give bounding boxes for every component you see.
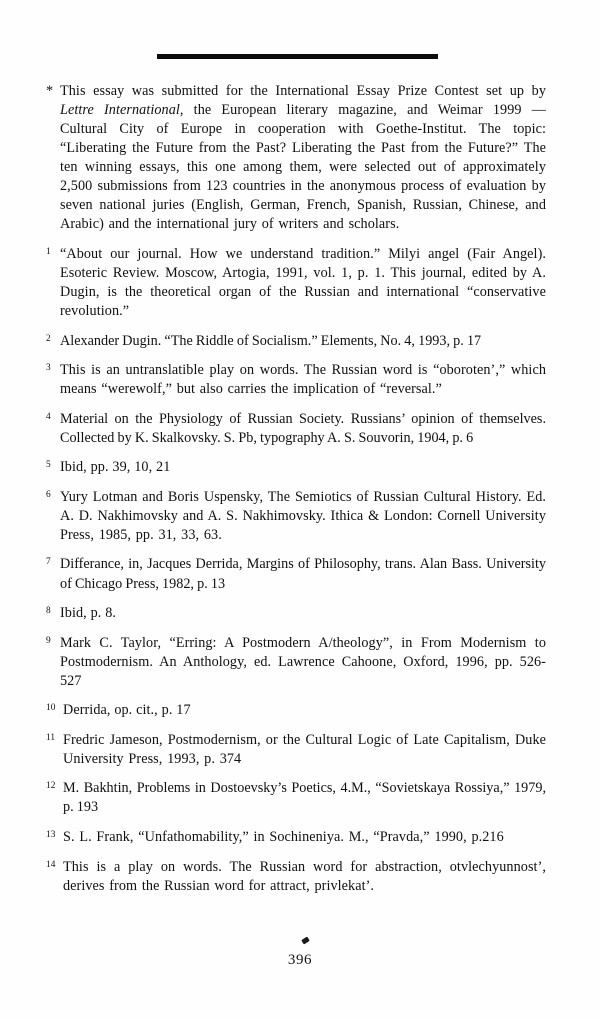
section-separator xyxy=(0,54,600,64)
endnote-9 xyxy=(46,634,546,691)
endnote-marker: * xyxy=(46,83,54,99)
endnote-marker: 1 xyxy=(46,246,51,257)
page-number: 396 xyxy=(287,952,313,968)
endnote-text-part-2: , the European literary magazine, and Weimar 1999 — Cultural City of Europe in cooperation with Goethe-Institut. The topic: “Liberating the Future from the Past? Liberating the Past from the Future?” The ten winning essays, this one among them, were selected out of approximately 2,500 submissions from 123 countries in the anonymous process of evaluation by seven national juries (English, German, French, Spanish, Russian, Chinese, and Arabic) and the international jury of writers and scholars. xyxy=(60,102,546,233)
endnote-7 xyxy=(46,555,546,593)
endnote-text: Fredric Jameson, Postmodernism, or the Cultural Logic of Late Capitalism, Duke University Press, 1993, p. 374 xyxy=(63,731,546,767)
endnote-marker: 2 xyxy=(46,333,51,344)
endnote-8 xyxy=(46,604,546,623)
endnote-text: Alexander Dugin. “The Riddle of Socialism.” Elements, No. 4, 1993, p. 17 xyxy=(60,332,482,349)
endnote-4 xyxy=(46,410,546,448)
endnote-13 xyxy=(46,828,546,847)
endnote-marker: 3 xyxy=(46,363,51,374)
endnote-14 xyxy=(46,858,546,896)
endnote-marker: 4 xyxy=(46,411,51,422)
endnote-text: Ibid, pp. 39, 10, 21 xyxy=(60,459,171,476)
endnote-marker: 8 xyxy=(46,606,51,617)
endnote-text: Ibid, p. 8. xyxy=(60,605,117,622)
endnotes-list xyxy=(46,82,546,896)
endnote-marker: 11 xyxy=(46,732,56,743)
endnote-2 xyxy=(46,332,546,351)
endnote-text: Differance, in, Jacques Derrida, Margins of Philosophy, trans. Alan Bass. University of Chicago Press, 1982, p. 13 xyxy=(60,556,546,592)
endnote-marker: 7 xyxy=(46,557,51,568)
endnote-text: Mark C. Taylor, “Erring: A Postmodern A/theology”, in From Modernism to Postmodernism. An Anthology, ed. Lawrence Cahoone, Oxford, 1996, pp. 526-527 xyxy=(60,634,546,689)
endnote-italic-title: Lettre International xyxy=(60,102,180,119)
endnote-10 xyxy=(46,701,546,720)
endnote-text: S. L. Frank, “Unfathomability,” in Sochineniya. M., “Pravda,” 1990, p.216 xyxy=(63,829,504,845)
endnote-text-part-1: This essay was submitted for the International Essay Prize Contest set up by xyxy=(60,83,546,99)
endnote-text: Material on the Physiology of Russian Society. Russians’ opinion of themselves. Collected by K. Skalkovsky. S. Pb, typography A. S. Souvorin, 1904, p. 6 xyxy=(60,410,546,446)
endnote-6 xyxy=(46,488,546,545)
endnote-marker: 12 xyxy=(46,781,56,792)
endnote-text: Yury Lotman and Boris Uspensky, The Semiotics of Russian Cultural History. Ed. A. D. Nakhimovsky and A. S. Nakhimovsky. Ithica & London: Cornell University Press, 1985, pp. 31, 33, 63. xyxy=(60,488,546,543)
endnote-12 xyxy=(46,779,546,817)
endnote-11 xyxy=(46,731,546,769)
endnote-marker: 6 xyxy=(46,489,51,500)
endnote-3 xyxy=(46,361,546,399)
endnote-text xyxy=(60,82,546,234)
endnote-text: This is an untranslatible play on words. The Russian word is “oboroten’,” which means “werewolf,” but also carries the implication of “reversal.” xyxy=(60,362,546,398)
endnote-text: M. Bakhtin, Problems in Dostoevsky’s Poetics, 4.M., “Sovietskaya Rossiya,” 1979, p. 193 xyxy=(63,780,546,816)
endnote-marker: 13 xyxy=(46,830,56,840)
endnote-5 xyxy=(46,458,546,477)
endnote-marker: 9 xyxy=(46,635,51,646)
endnote-1 xyxy=(46,245,546,321)
endnote-text: This is a play on words. The Russian word for abstraction, otvlechyunnost’, derives from the Russian word for attract, privlekat’. xyxy=(63,858,546,894)
endnote-marker: 10 xyxy=(46,703,56,714)
endnote-asterisk xyxy=(46,82,546,234)
endnote-text: Derrida, op. cit., p. 17 xyxy=(63,702,191,719)
scan-speck-mark xyxy=(301,937,310,945)
endnote-text: “About our journal. How we understand tradition.” Milyi angel (Fair Angel). Esoteric Review. Moscow, Artogia, 1991, vol. 1, p. 1. This journal, edited by A. Dugin, is the theoretical organ of the Russian and international “conservative revolution.” xyxy=(60,245,546,320)
endnote-marker: 5 xyxy=(46,460,51,471)
horizontal-rule xyxy=(157,54,438,59)
endnote-marker: 14 xyxy=(46,859,56,870)
